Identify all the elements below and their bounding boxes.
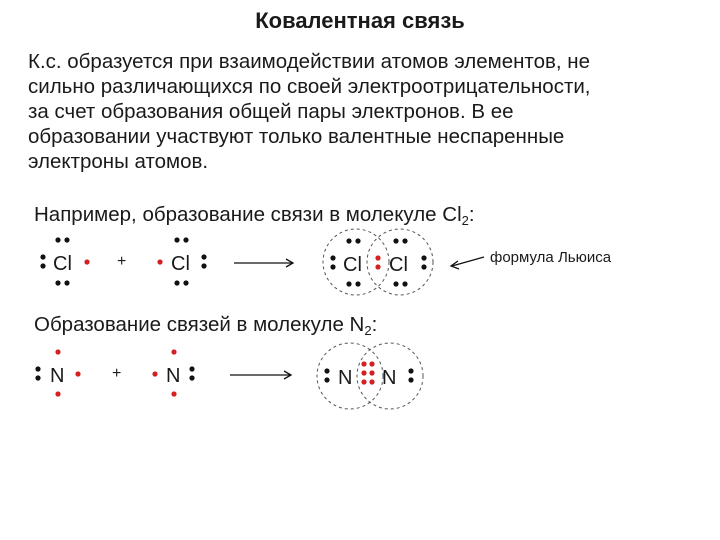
cl-symbol: Cl xyxy=(389,254,408,276)
electron-dot xyxy=(393,281,398,286)
lewis-pointer-arrow xyxy=(451,257,484,269)
reaction-arrow xyxy=(234,259,293,267)
electron-dot xyxy=(64,280,69,285)
electron-dot xyxy=(183,237,188,242)
cl2-subscript: 2 xyxy=(461,213,469,228)
electron-dot xyxy=(355,238,360,243)
electron-dot xyxy=(189,375,194,380)
electron-dot xyxy=(40,263,45,268)
cl-symbol: Cl xyxy=(53,253,72,275)
cl2-heading-suffix: : xyxy=(468,203,475,226)
n2-subscript: 2 xyxy=(364,323,372,338)
paragraph-line: электроны атомов. xyxy=(28,150,209,173)
shared-electron-dot xyxy=(375,255,380,260)
electron-dot xyxy=(174,280,179,285)
electron-dot xyxy=(189,366,194,371)
electron-dot xyxy=(35,375,40,380)
unpaired-electron-dot xyxy=(171,391,176,396)
electron-dot xyxy=(55,280,60,285)
electron-dot xyxy=(330,264,335,269)
n-symbol: N xyxy=(50,365,65,387)
shared-electron-dot xyxy=(361,361,366,366)
lewis-formula-label: формула Льюиса xyxy=(490,249,612,266)
n-symbol: N xyxy=(382,367,397,389)
electron-dot xyxy=(421,255,426,260)
shared-electron-dot xyxy=(361,379,366,384)
paragraph-line: сильно различающихся по своей электроотрицательности, xyxy=(28,75,591,98)
electron-dot xyxy=(346,238,351,243)
electron-dot xyxy=(201,254,206,259)
plus-sign: + xyxy=(117,253,127,270)
electron-dot xyxy=(324,377,329,382)
n-symbol: N xyxy=(338,367,353,389)
paragraph-line: образовании участвуют только валентные неспаренные xyxy=(28,125,565,148)
electron-dot xyxy=(355,281,360,286)
shared-electron-dot xyxy=(369,361,374,366)
shared-electron-dot xyxy=(375,264,380,269)
cl-atom-right xyxy=(157,237,206,285)
electron-dot xyxy=(421,264,426,269)
electron-dot xyxy=(393,238,398,243)
page-title: Ковалентная связь xyxy=(255,8,465,33)
electron-dot xyxy=(55,237,60,242)
n2-molecule xyxy=(317,343,423,409)
n2-heading-suffix: : xyxy=(371,313,378,336)
electron-dot xyxy=(408,377,413,382)
paragraph-line: К.с. образуется при взаимодействии атомов элементов, не xyxy=(28,50,590,73)
unpaired-electron-dot xyxy=(171,349,176,354)
electron-dot xyxy=(402,281,407,286)
reaction-arrow xyxy=(230,371,291,379)
shared-electron-dot xyxy=(369,370,374,375)
cl-symbol: Cl xyxy=(343,254,362,276)
unpaired-electron-dot xyxy=(84,259,89,264)
unpaired-electron-dot xyxy=(75,371,80,376)
electron-dot xyxy=(402,238,407,243)
shared-electron-dot xyxy=(369,379,374,384)
electron-dot xyxy=(324,368,329,373)
unpaired-electron-dot xyxy=(152,371,157,376)
cl-symbol: Cl xyxy=(171,253,190,275)
electron-dot xyxy=(330,255,335,260)
paragraph-line: за счет образования общей пары электронов. В ее xyxy=(28,100,514,123)
n-atom-left xyxy=(35,349,80,396)
n-atom-right xyxy=(152,349,194,396)
unpaired-electron-dot xyxy=(55,349,60,354)
plus-sign: + xyxy=(112,365,122,382)
cl2-molecule xyxy=(323,229,433,295)
electron-dot xyxy=(64,237,69,242)
cl-atom-left xyxy=(40,237,89,285)
electron-dot xyxy=(40,254,45,259)
electron-dot xyxy=(35,366,40,371)
electron-dot xyxy=(408,368,413,373)
cl2-heading-text: Например, образование связи в молекуле Cl xyxy=(34,203,462,226)
electron-dot xyxy=(174,237,179,242)
n-symbol: N xyxy=(166,365,181,387)
shared-electron-dot xyxy=(361,370,366,375)
n2-heading-text: Образование связей в молекуле N xyxy=(34,313,365,336)
electron-dot xyxy=(183,280,188,285)
electron-dot xyxy=(201,263,206,268)
electron-dot xyxy=(346,281,351,286)
unpaired-electron-dot xyxy=(157,259,162,264)
unpaired-electron-dot xyxy=(55,391,60,396)
